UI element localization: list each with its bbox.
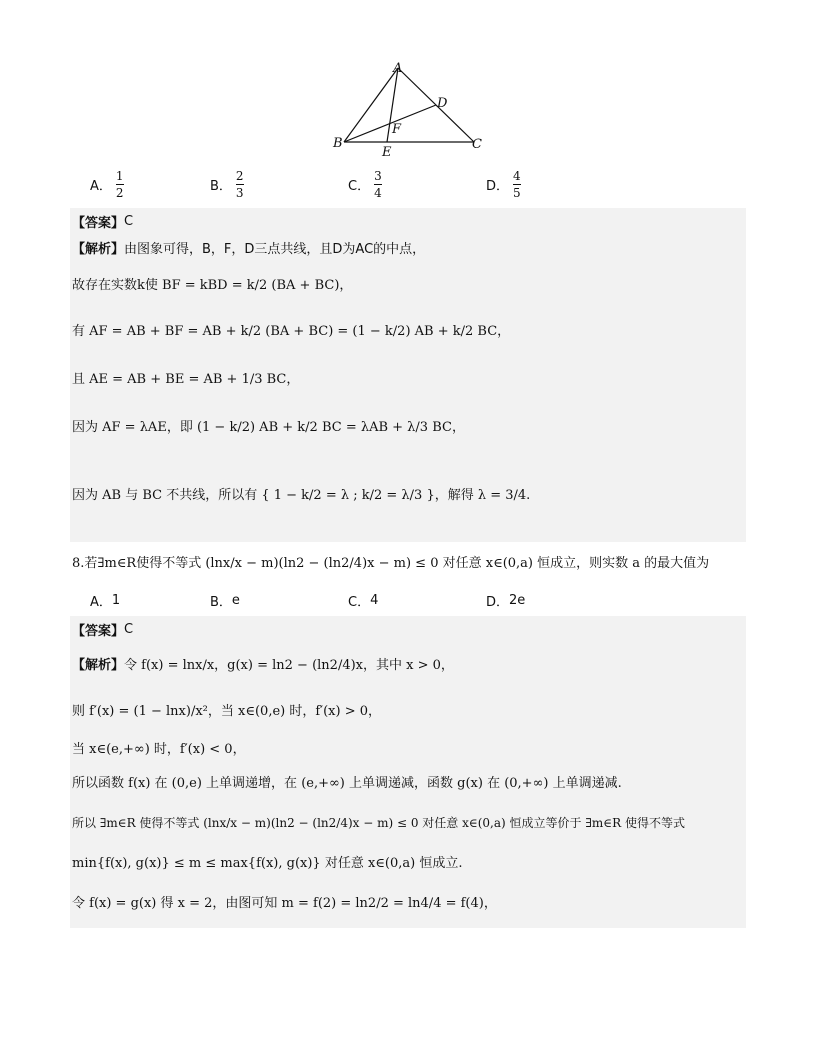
q8-option-b[interactable]: B． e	[210, 592, 240, 610]
q8-solution-line-7: 令 f(x) = g(x) 得 x = 2，由图可知 m = f(2) = ln2/2 = ln4/4 = f(4)，	[72, 896, 497, 911]
q8-solution-line-4: 所以函数 f(x) 在 (0,e) 上单调递增，在 (e,+∞) 上单调递减，函数 g(x) 在 (0,+∞) 上单调递减.	[72, 776, 622, 791]
q7-option-b[interactable]	[210, 166, 244, 202]
q7-options	[90, 166, 650, 202]
triangle-diagram	[330, 60, 490, 160]
q8-options	[90, 582, 650, 618]
q7-solution-line-2: 故存在实数k使 BF = kBD = k/2 (BA + BC)，	[72, 278, 353, 293]
q8-option-c[interactable]: C． 4	[348, 592, 379, 610]
option-letter: D．	[486, 178, 510, 194]
q8-solution-line-3: 当 x∈(e,+∞) 时，f′(x) < 0，	[72, 742, 246, 757]
q8-stem: 8.若∃m∈R使得不等式 (lnx/x − m)(ln2 − (ln2/4)x − m) ≤ 0 对任意 x∈(0,a) 恒成立，则实数 a 的最大值为	[72, 556, 710, 571]
point-label-b: B	[333, 136, 343, 151]
point-label-c: C	[472, 137, 482, 152]
point-label-a: A	[393, 61, 403, 76]
option-fraction: $\frac{3}{4}$	[374, 168, 382, 200]
q7-solution-line-6: 因为 AB 与 BC 不共线，所以有 { 1 − k/2 = λ ; k/2 = λ/3 }，解得 λ = 3/4.	[72, 488, 531, 503]
q7-solution-line-5: 因为 AF = λAE，即 (1 − k/2) AB + k/2 BC = λAB + λ/3 BC，	[72, 420, 465, 435]
q8-solution-line-6: min{f(x), g(x)} ≤ m ≤ max{f(x), g(x)} 对任意 x∈(0,a) 恒成立.	[72, 856, 463, 871]
option-letter: B．	[210, 178, 232, 194]
option-letter: A．	[90, 178, 112, 194]
q7-option-a[interactable]	[90, 166, 124, 202]
q8-solution-line-5: 所以 ∃m∈R 使得不等式 (lnx/x − m)(ln2 − (ln2/4)x − m) ≤ 0 对任意 x∈(0,a) 恒成立等价于 ∃m∈R 使得不等式	[72, 816, 685, 830]
option-fraction: $\frac{2}{3}$	[235, 168, 244, 200]
q7-answer: 【答案】 C	[72, 214, 134, 231]
q7-option-d[interactable]	[486, 166, 521, 202]
q7-solution-line-3: 有 AF = AB + BF = AB + k/2 (BA + BC) = (1 − k/2) AB + k/2 BC，	[72, 324, 511, 339]
q8-solution-line-2: 则 f′(x) = (1 − lnx)/x²，当 x∈(0,e) 时，f′(x) > 0，	[72, 704, 382, 719]
option-fraction: $\frac{4}{5}$	[513, 168, 521, 200]
q8-solution-line-1: 【解析】 令 f(x) = lnx/x，g(x) = ln2 − (ln2/4)x，其中 x > 0，	[72, 658, 454, 673]
option-letter: C．	[348, 178, 371, 194]
option-fraction: $\frac{1}{2}$	[115, 168, 124, 200]
point-label-d: D	[437, 96, 448, 111]
q7-solution-line-1: 【解析】 由图象可得，B，F，D三点共线，且D为AC的中点，	[72, 242, 426, 257]
q7-solution-line-4: 且 AE = AB + BE = AB + 1/3 BC，	[72, 372, 300, 387]
point-label-f: F	[392, 122, 402, 137]
q7-option-c[interactable]	[348, 166, 382, 202]
q8-answer: 【答案】 C	[72, 622, 134, 639]
q8-option-a[interactable]: A． 1	[90, 592, 121, 610]
q8-option-d[interactable]: D． 2e	[486, 592, 526, 610]
point-label-e: E	[382, 145, 392, 160]
